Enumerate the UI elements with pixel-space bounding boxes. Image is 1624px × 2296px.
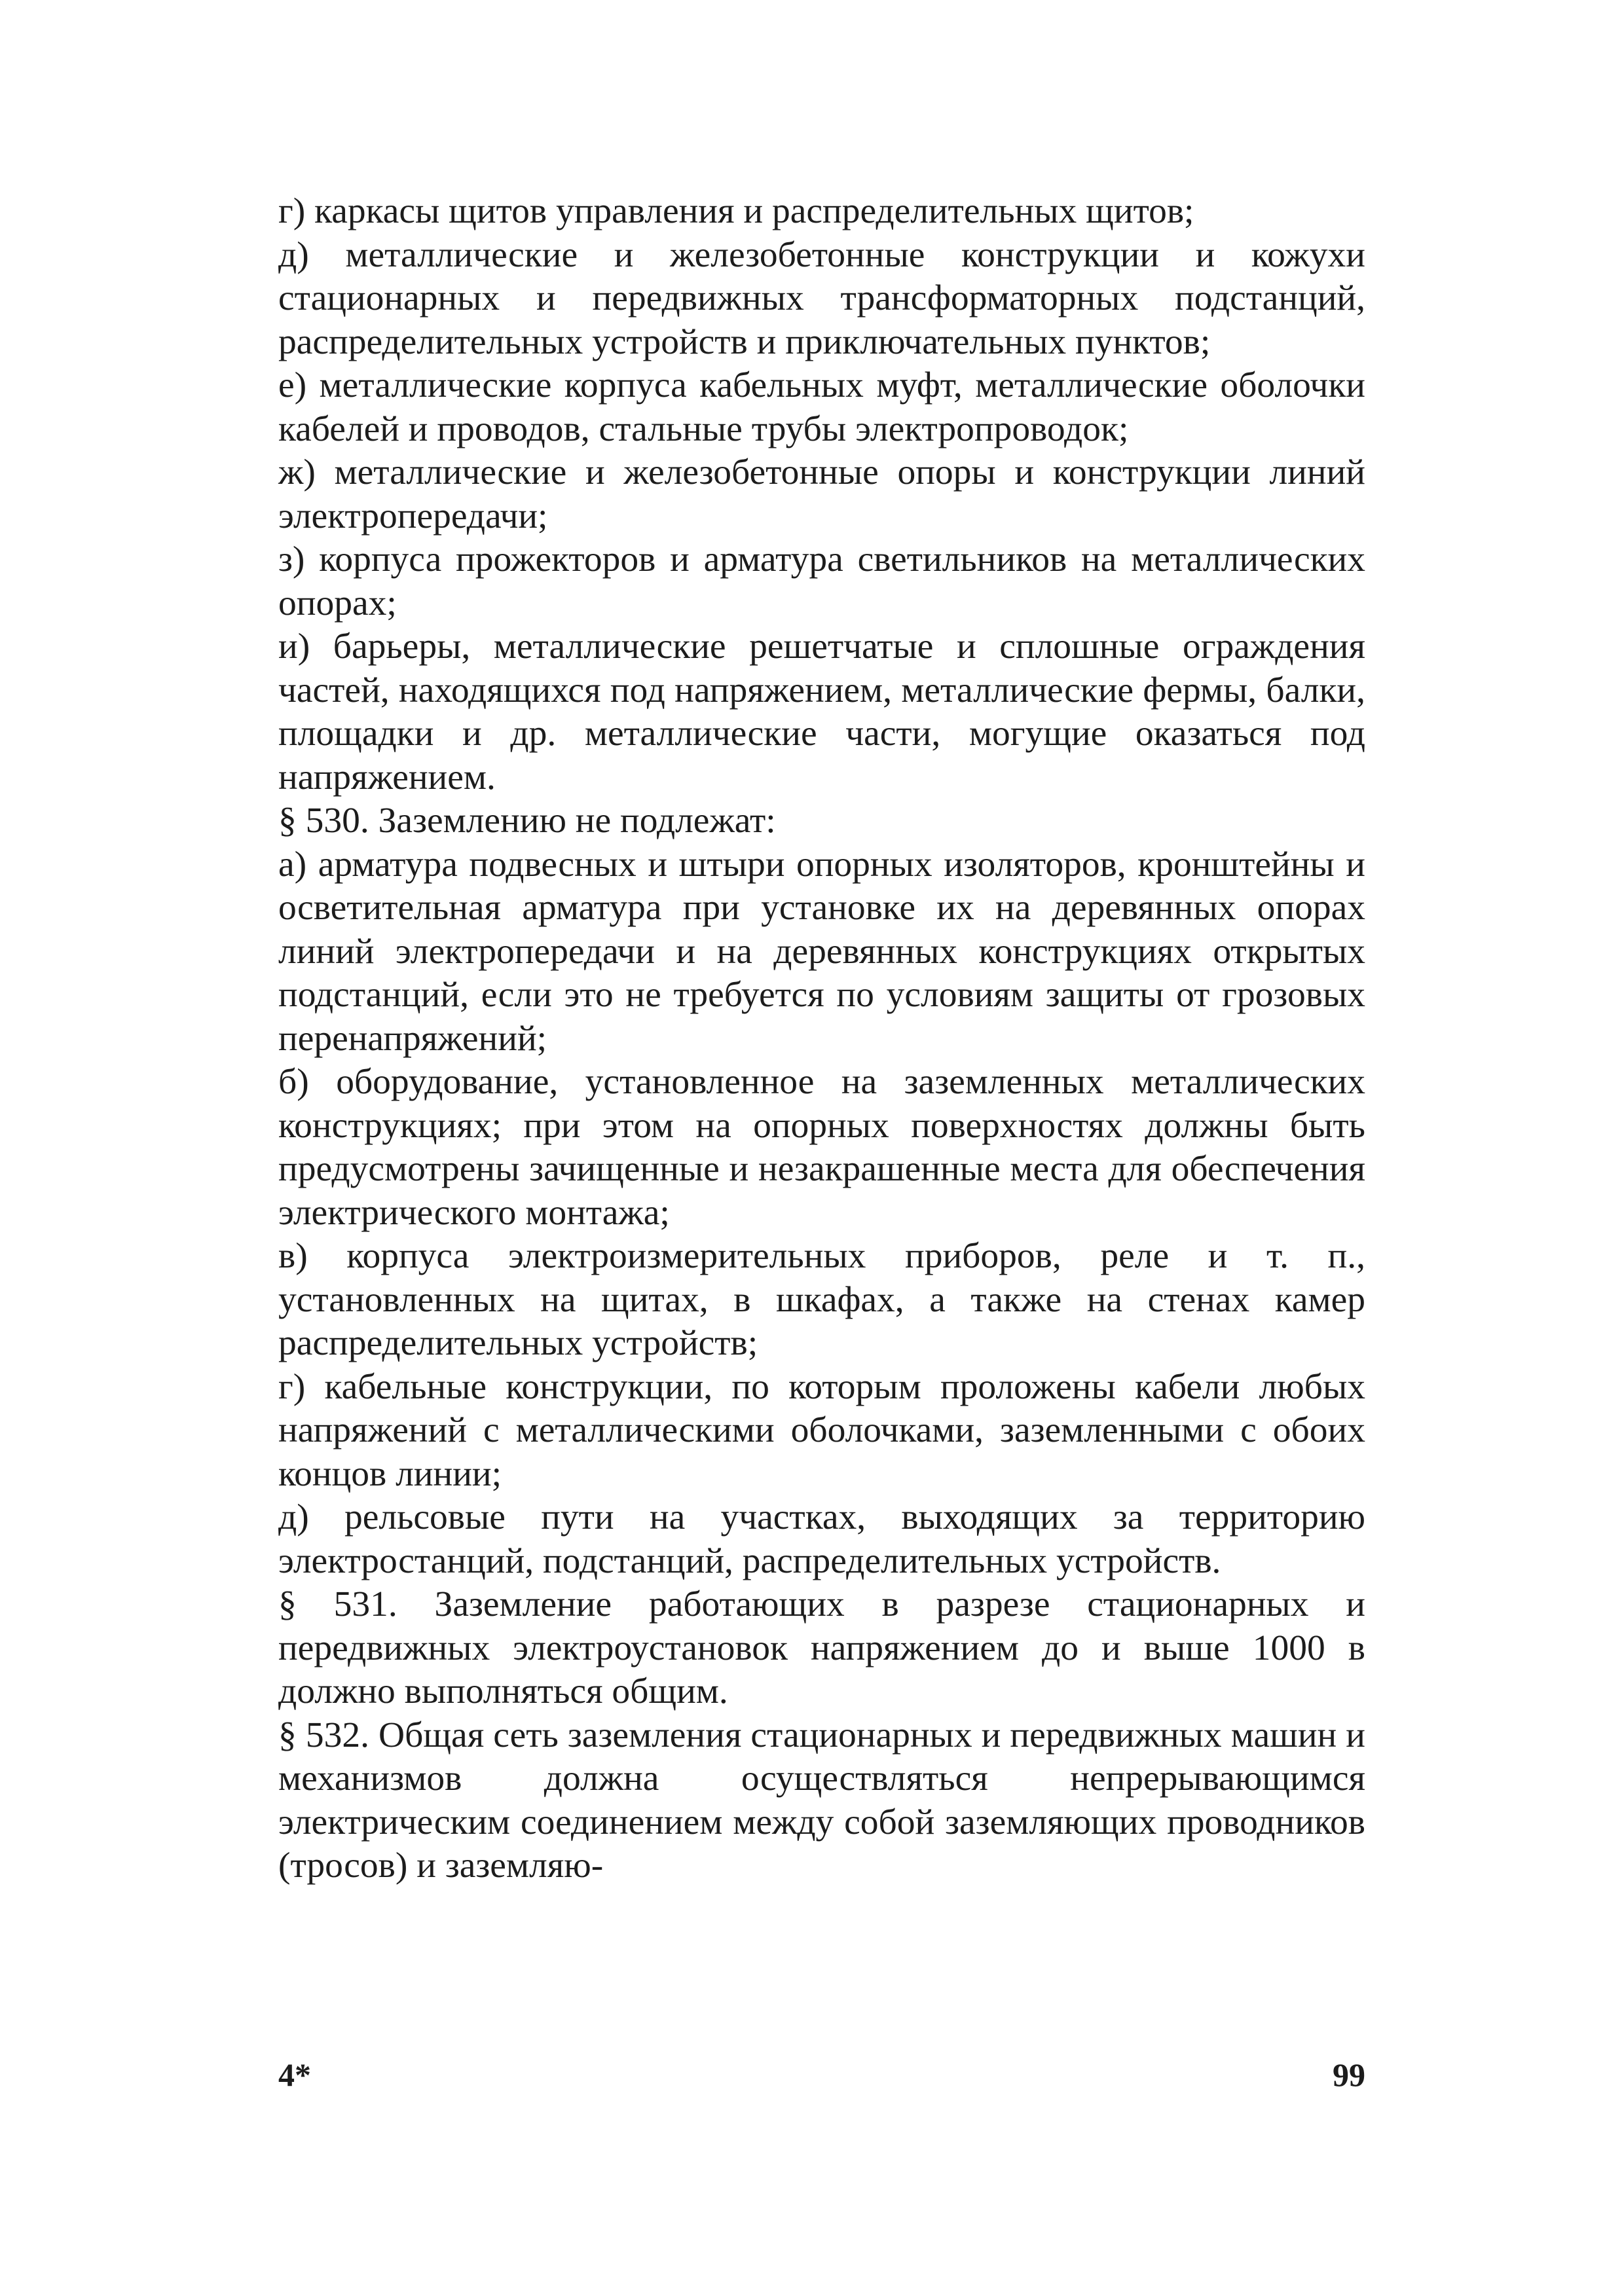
paragraph-g-control-panels: г) каркасы щитов управления и распределительных щитов; <box>278 191 1194 231</box>
paragraph-i-barriers: и) барьеры, металлические решетчатые и сплошные ограждения частей, находящихся под напряжением, металлические фермы, балки, площадки и др. металлические части, могущие оказаться под напряжением. <box>278 627 1365 797</box>
section-532: § 532. Общая сеть заземления стационарных и передвижных машин и механизмов должна осуществляться непрерывающимся электрическим соединением между собой заземляющих проводников (тросов) и заземляю- <box>278 1715 1365 1886</box>
section-531: § 531. Заземление работающих в разрезе стационарных и передвижных электроустановок напряжением до и выше 1000 в должно выполняться общим. <box>278 1584 1365 1711</box>
body-text <box>278 190 1365 1888</box>
page-footer <box>278 2056 1365 2108</box>
paragraph-v-instrument-housings: в) корпуса электроизмерительных приборов, реле и т. п., установленных на щитах, в шкафах, а также на стенах камер распределительных устройств; <box>278 1236 1365 1363</box>
paragraph-zh-line-supports: ж) металлические и железобетонные опоры и конструкции линий электропередачи; <box>278 452 1365 536</box>
paragraph-d-rail-tracks: д) рельсовые пути на участках, выходящих за территорию электростанций, подстанций, распределительных устройств. <box>278 1497 1365 1581</box>
page-number: 99 <box>1333 2056 1365 2093</box>
paragraph-z-floodlights: з) корпуса прожекторов и арматура светильников на металлических опорах; <box>278 539 1365 623</box>
signature-mark: 4* <box>278 2056 311 2093</box>
paragraph-e-cable-sleeves: е) металлические корпуса кабельных муфт, металлические оболочки кабелей и проводов, стальные трубы электропроводок; <box>278 365 1365 449</box>
paragraph-b-grounded-equipment: б) оборудование, установленное на заземленных металлических конструкциях; при этом на опорных поверхностях должны быть предусмотрены зачищенные и незакрашенные места для обеспечения электрического монтажа; <box>278 1062 1365 1233</box>
paragraph-g-cable-structures: г) кабельные конструкции, по которым проложены кабели любых напряжений с металлическими оболочками, заземленными с обоих концов линии; <box>278 1366 1365 1494</box>
paragraph-d-substation-structures: д) металлические и железобетонные конструкции и кожухи стационарных и передвижных трансформаторных подстанций, распределительных устройств и приключательных пунктов; <box>278 234 1365 362</box>
paragraph-a-insulator-fittings: а) арматура подвесных и штыри опорных изоляторов, кронштейны и осветительная арматура при установке их на деревянных опорах линий электропередачи и на деревянных конструкциях открытых подстанций, если это не требуется по условиям защиты от грозовых перенапряжений; <box>278 844 1365 1059</box>
section-530-heading: § 530. Заземлению не подлежат: <box>278 801 776 841</box>
